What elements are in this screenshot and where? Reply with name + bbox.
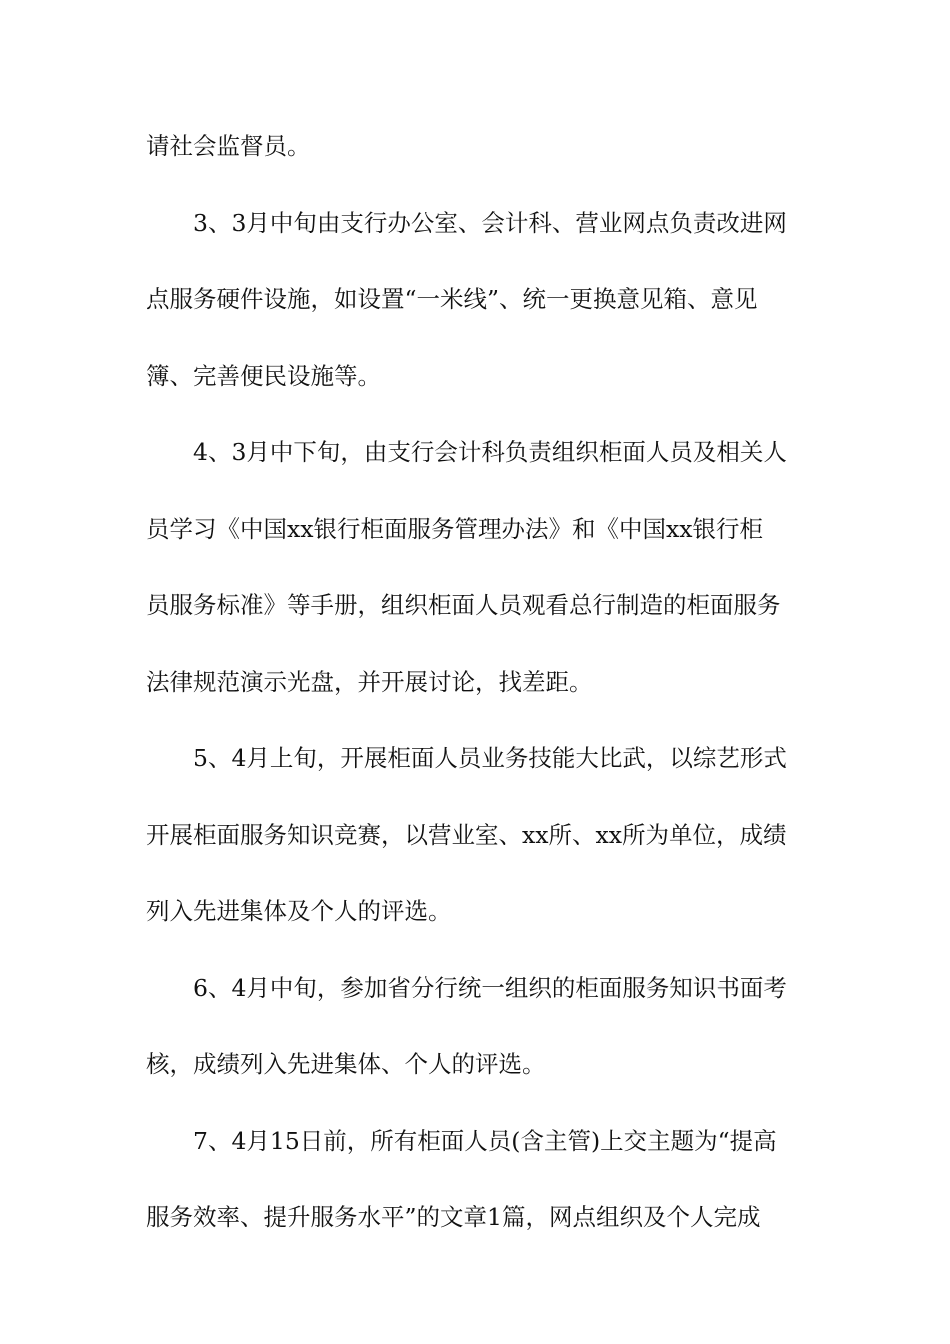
text-line: 核，成绩列入先进集体、个人的评选。 bbox=[146, 1050, 546, 1078]
text-line: 点服务硬件设施，如设置“一米线”、统一更换意见箱、意见 bbox=[146, 285, 758, 313]
text-line: 法律规范演示光盘，并开展讨论，找差距。 bbox=[146, 667, 593, 696]
paragraph-item-3-line: 3、3月中旬由支行办公室、会计科、营业网点负责改进网 bbox=[193, 208, 787, 237]
text-line: 员服务标准》等手册，组织柜面人员观看总行制造的柜面服务 bbox=[146, 591, 781, 619]
text-line: 服务效率、提升服务水平”的文章1篇，网点组织及个人完成 bbox=[146, 1203, 761, 1231]
text-line: 簿、完善便民设施等。 bbox=[146, 361, 381, 390]
paragraph-item-7-line: 7、4月15日前，所有柜面人员(含主管)上交主题为“提高 bbox=[193, 1126, 777, 1155]
paragraph-item-4-line: 4、3月中下旬，由支行会计科负责组织柜面人员及相关人 bbox=[193, 438, 787, 466]
document-body bbox=[146, 128, 806, 1276]
text-line: 开展柜面服务知识竞赛，以营业室、xx所、xx所为单位，成绩 bbox=[146, 820, 787, 849]
text-line: 请社会监督员。 bbox=[146, 132, 311, 160]
paragraph-item-6-line: 6、4月中旬，参加省分行统一组织的柜面服务知识书面考 bbox=[193, 973, 787, 1002]
text-line: 员学习《中国xx银行柜面服务管理办法》和《中国xx银行柜 bbox=[146, 514, 764, 543]
text-line: 列入先进集体及个人的评选。 bbox=[146, 897, 452, 925]
paragraph-item-5-line: 5、4月上旬，开展柜面人员业务技能大比武，以综艺形式 bbox=[193, 744, 787, 772]
